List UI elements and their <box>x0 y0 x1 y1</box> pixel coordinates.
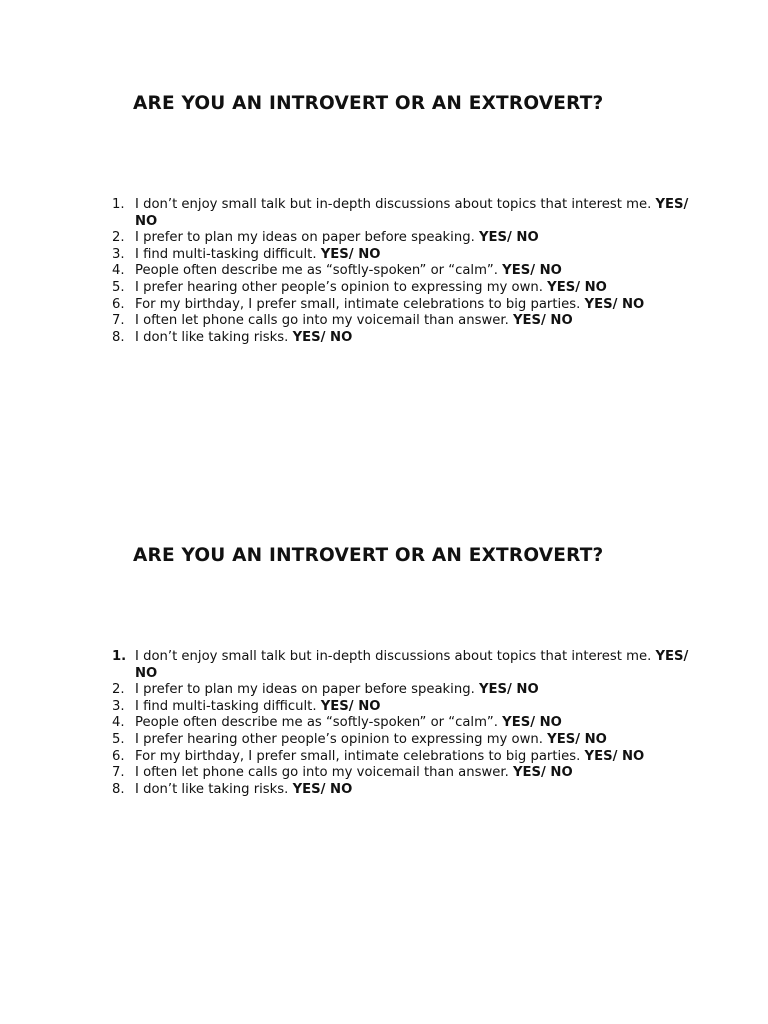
question-number: 3. <box>112 698 125 714</box>
yes-no-answer: YES/ NO <box>584 748 645 764</box>
question-item <box>0 247 695 264</box>
question-item <box>0 649 695 682</box>
yes-no-answer: YES/ NO <box>320 246 381 262</box>
question-text: I prefer to plan my ideas on paper before speaking. <box>135 682 479 698</box>
quiz-title: ARE YOU AN INTROVERT OR AN EXTROVERT? <box>133 545 604 566</box>
question-text: I prefer to plan my ideas on paper before speaking. <box>135 230 479 246</box>
yes-no-answer: YES/ NO <box>292 329 353 345</box>
question-item <box>0 313 695 330</box>
question-number: 8. <box>112 781 125 797</box>
question-number: 7. <box>112 765 125 781</box>
question-item <box>0 699 695 716</box>
question-number: 2. <box>112 682 125 698</box>
yes-no-answer: YES/ NO <box>547 731 607 747</box>
question-item <box>0 230 695 247</box>
question-item <box>0 782 695 799</box>
yes-no-answer: YES/ NO <box>502 263 562 279</box>
question-item <box>0 280 695 297</box>
question-list <box>0 649 768 798</box>
question-text: People often describe me as “softly-spoken” or “calm”. <box>135 715 503 731</box>
question-text: I find multi-tasking difficult. <box>135 698 321 714</box>
question-text: I often let phone calls go into my voicemail than answer. <box>135 313 513 329</box>
yes-no-answer: YES/ NO <box>512 765 573 781</box>
question-item <box>0 749 695 766</box>
yes-no-answer: YES/ NO <box>292 781 353 797</box>
question-number: 5. <box>112 279 125 295</box>
yes-no-answer: YES/ NO <box>547 279 607 295</box>
question-text: For my birthday, I prefer small, intimate celebrations to big parties. <box>135 748 585 764</box>
yes-no-answer: YES/ NO <box>320 698 381 714</box>
question-number: 6. <box>112 748 125 764</box>
question-text: For my birthday, I prefer small, intimate celebrations to big parties. <box>135 296 585 312</box>
question-item <box>0 263 695 280</box>
yes-no-answer: YES/ NO <box>135 197 689 229</box>
yes-no-answer: YES/ NO <box>584 296 645 312</box>
question-text: I prefer hearing other people’s opinion to expressing my own. <box>135 731 548 747</box>
yes-no-answer: YES/ NO <box>135 649 689 681</box>
question-item <box>0 330 695 347</box>
question-item <box>0 732 695 749</box>
question-number: 1. <box>112 197 125 212</box>
yes-no-answer: YES/ NO <box>478 682 539 698</box>
quiz-title: ARE YOU AN INTROVERT OR AN EXTROVERT? <box>133 93 604 114</box>
question-item <box>0 297 695 314</box>
question-text: I find multi-tasking difficult. <box>135 246 321 262</box>
question-number: 3. <box>112 246 125 262</box>
yes-no-answer: YES/ NO <box>502 715 562 731</box>
question-number: 7. <box>112 313 125 329</box>
question-text: I don’t like taking risks. <box>135 329 293 345</box>
question-number: 8. <box>112 329 125 345</box>
question-item <box>0 765 695 782</box>
question-item <box>0 715 695 732</box>
question-text: People often describe me as “softly-spoken” or “calm”. <box>135 263 503 279</box>
question-text: I don’t like taking risks. <box>135 781 293 797</box>
question-item <box>0 682 695 699</box>
question-number: 1. <box>112 649 127 664</box>
yes-no-answer: YES/ NO <box>512 313 573 329</box>
question-number: 4. <box>112 263 125 279</box>
question-text: I prefer hearing other people’s opinion to expressing my own. <box>135 279 548 295</box>
question-text: I often let phone calls go into my voicemail than answer. <box>135 765 513 781</box>
yes-no-answer: YES/ NO <box>478 230 539 246</box>
question-text: I don’t enjoy small talk but in-depth discussions about topics that interest me. <box>135 649 656 664</box>
question-item <box>0 197 695 230</box>
question-text: I don’t enjoy small talk but in-depth discussions about topics that interest me. <box>135 197 656 212</box>
question-number: 2. <box>112 230 125 246</box>
question-number: 5. <box>112 731 125 747</box>
question-number: 4. <box>112 715 125 731</box>
question-number: 6. <box>112 296 125 312</box>
question-list <box>0 197 768 346</box>
